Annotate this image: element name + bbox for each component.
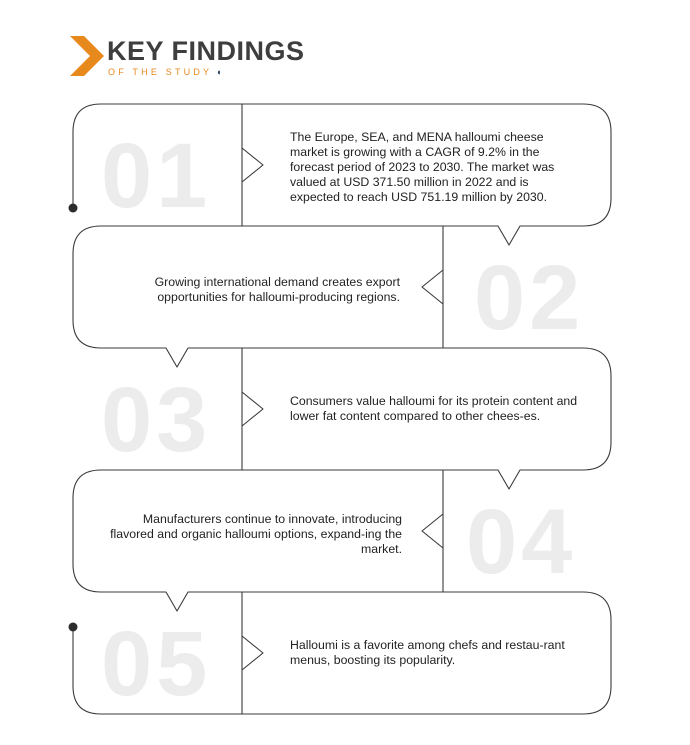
page-title: KEY FINDINGS (107, 36, 305, 66)
finding-text: Halloumi is a favorite among chefs and restau-rant menus, boosting its popularity. (290, 638, 565, 667)
finding-text: Growing international demand creates export opportunities for halloumi-producing regions. (154, 275, 400, 304)
chevron-right-icon (70, 36, 104, 76)
finding-number: 05 (101, 613, 212, 715)
pointer-chevron-icon (422, 514, 443, 548)
moon-icon: ◖ (216, 67, 222, 77)
pointer-chevron-icon (242, 148, 263, 182)
path-end-dot (69, 623, 78, 632)
page-subtitle: OF THE STUDY (108, 67, 213, 77)
finding-number: 01 (101, 125, 212, 227)
finding-number: 02 (474, 247, 585, 349)
finding-number: 03 (101, 369, 212, 471)
finding-number: 04 (466, 491, 577, 593)
finding-text: Consumers value halloumi for its protein content and lower fat content compared to other chees-es. (290, 394, 578, 423)
path-start-dot (69, 204, 78, 213)
pointer-chevron-icon (422, 270, 443, 304)
finding-text: Manufacturers continue to innovate, introducing flavored and organic halloumi options, expand-ing the market. (110, 512, 402, 556)
pointer-chevron-icon (242, 636, 263, 670)
pointer-chevron-icon (242, 392, 263, 426)
finding-text: The Europe, SEA, and MENA halloumi cheese market is growing with a CAGR of 9.2% in the forecast period of 2023 to 2030. The market was valued at USD 371.50 million in 2022 and is expected to reach USD 751.19 million by 2030. (290, 130, 555, 204)
